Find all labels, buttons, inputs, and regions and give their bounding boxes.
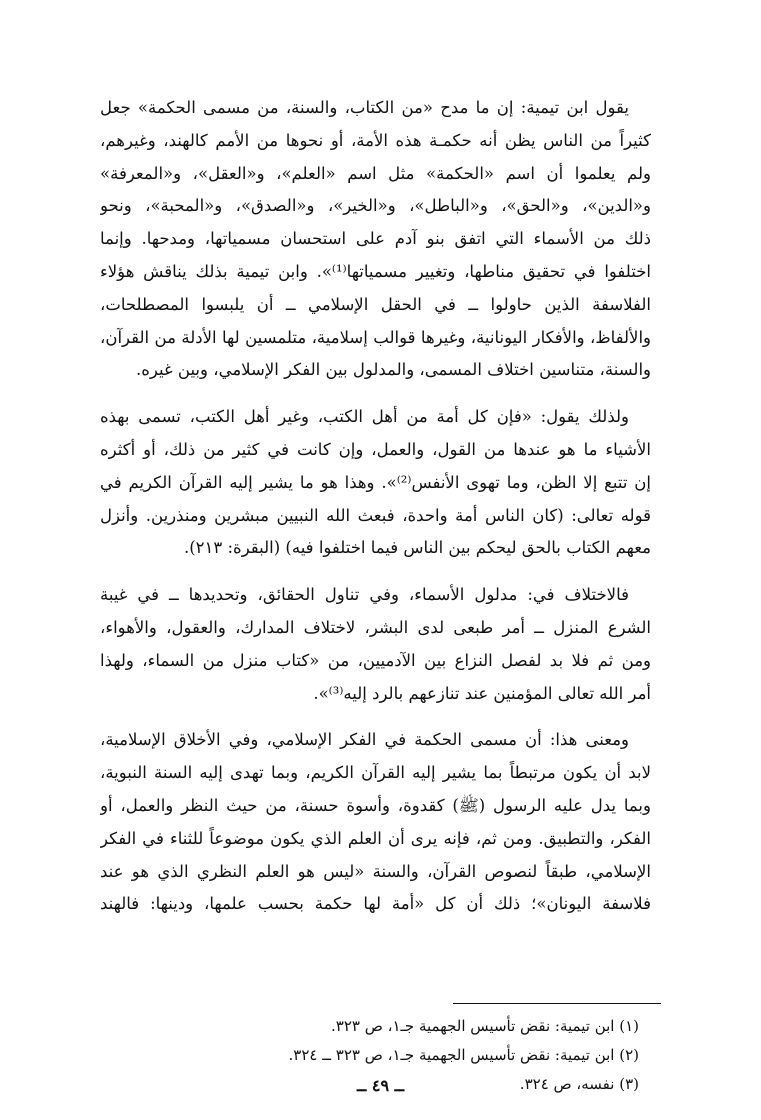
footnote-2: (٢) ابن تيمية: نقض تأسيس الجهمية جـ١، ص ٣٢٣ ــ ٣٢٤. bbox=[288, 1046, 639, 1064]
paragraph-4 bbox=[100, 724, 651, 921]
text-line: ذلك من الأسماء التي اتفق بنو آدم على استحسان مسمياتها، ومدحها. وإنما bbox=[100, 229, 651, 249]
text-line: الأشياء ما هو عندها من القول، والعمل، وإن كانت في كثير من ذلك، أو أكثره bbox=[100, 439, 651, 459]
text-line: ولذلك يقول: «فإن كل أمة من أهل الكتب، وغير أهل الكتب، تسمى بهذه bbox=[100, 407, 629, 427]
paragraph-1 bbox=[100, 92, 651, 387]
page-number: ــ ٤٩ ــ bbox=[356, 1076, 405, 1095]
text-line: والسنة، متناسين اختلاف المسمى، والمدلول بين الفكر الإسلامي، وبين غيره. bbox=[136, 360, 651, 380]
text-line: الشرع المنزل ــ أمر طبعى لدى البشر، لاختلاف المدارك، والعقول، والأهواء، bbox=[100, 617, 651, 637]
text-line: قوله تعالى: (كان الناس أمة واحدة، فبعث الله النبيين مبشرين ومنذرين. وأنزل bbox=[100, 505, 651, 525]
text-line: و«الدين»، و«الحق»، و«الباطل»، و«الخير»، و«الصدق»، و«المحبة»، ونحو bbox=[100, 196, 651, 216]
paragraph-2 bbox=[100, 401, 651, 565]
text-line: أمر الله تعالى المؤمنين عند تنازعهم بالرد إليه⁽³⁾». bbox=[313, 683, 651, 703]
text-line: ومعنى هذا: أن مسمى الحكمة في الفكر الإسلامي، وفي الأخلاق الإسلامية، bbox=[100, 730, 629, 750]
text-line: الإسلامي، طبقاً لنصوص القرآن، والسنة «ليس هو العلم النظري الذي هو عند bbox=[100, 861, 651, 881]
text-line: فالاختلاف في: مدلول الأسماء، وفي تناول الحقائق، وتحديدها ــ في غيبة bbox=[100, 585, 629, 605]
footnote-1: (١) ابن تيمية: نقض تأسيس الجهمية جـ١، ص ٣٢٣. bbox=[330, 1017, 639, 1035]
text-line: ولم يعلموا أن اسم «الحكمة» مثل اسم «العلم»، و«العقل»، و«المعرفة» bbox=[100, 163, 651, 183]
text-line: وبما يدل عليه الرسول (ﷺ) كقدوة، وأسوة حسنة، من حيث النظر والعمل، أو bbox=[100, 795, 651, 815]
text-line: كثيراً من الناس يظن أنه حكمـة هذه الأمة، أو نحوها من الأمم كالهند، وغيرهم، bbox=[100, 130, 651, 150]
text-line: ومن ثم فلا بد لفصل النزاع بين الآدميين، من «كتاب منزل من السماء، ولهذا bbox=[100, 650, 651, 670]
footnote-3: (٣) نفسه، ص ٣٢٤. bbox=[519, 1075, 639, 1093]
text-line: الفكر، والتطبيق. ومن ثم، فإنه يرى أن العلم الذي يكون موضوعاً للثناء في الفكر bbox=[100, 828, 651, 848]
paragraph-3 bbox=[100, 579, 651, 710]
text-line: يقول ابن تيمية: إن ما مدح «من الكتاب، والسنة، من مسمى الحكمة» جعل bbox=[100, 98, 629, 117]
text-line: فلاسفة اليونان»؛ ذلك أن كل «أمة لها حكمة بحسب علمها، ودينها: فالهند bbox=[100, 894, 651, 914]
text-line: والألفاظ، والأفكار اليونانية، وغيرها قوالب إسلامية، متلمسين لها الأدلة من القرآن، bbox=[100, 327, 651, 347]
text-line: إن تتبع إلا الظن، وما تهوى الأنفس⁽²⁾». وهذا هو ما يشير إليه القرآن الكريم في bbox=[100, 472, 651, 492]
text-line: لابد أن يكون مرتبطاً بما يشير إليه القرآن الكريم، وبما تهدى إليه السنة النبوية، bbox=[100, 763, 651, 783]
text-line: معهم الكتاب بالحق ليحكم بين الناس فيما اختلفوا فيه) (البقرة: ٢١٣). bbox=[183, 538, 651, 558]
footnote-divider bbox=[453, 1003, 661, 1004]
text-line: اختلفوا في تحقيق مناطها، وتغيير مسمياتها⁽¹⁾». وابن تيمية بذلك يناقش هؤلاء bbox=[100, 261, 651, 281]
text-line: الفلاسفة الذين حاولوا ــ في الحقل الإسلامي ــ أن يلبسوا المصطلحات، bbox=[100, 294, 651, 314]
page-body bbox=[100, 92, 651, 935]
